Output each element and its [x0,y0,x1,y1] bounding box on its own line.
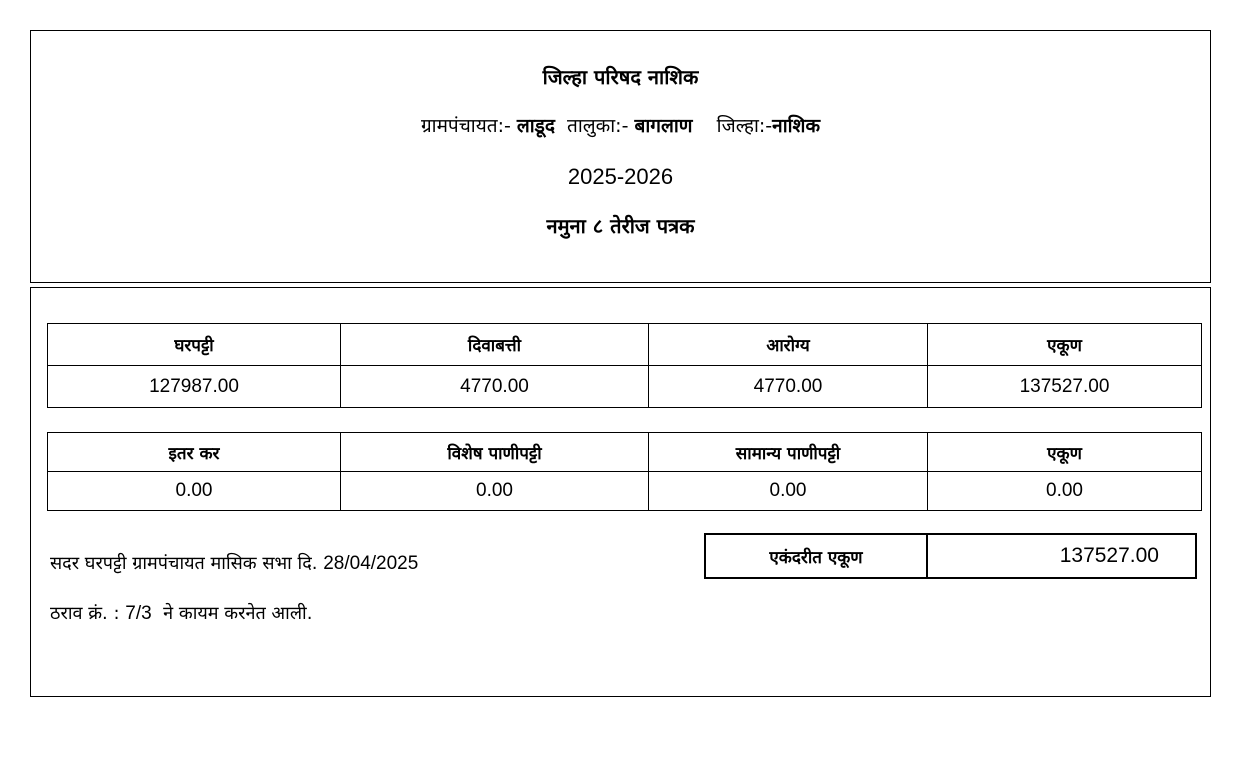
value-cell: 0.00 [48,472,341,511]
other-tax-table [47,432,1202,511]
taluka-value: बागलाण [634,115,693,137]
value-cell: 137527.00 [928,366,1202,408]
table-row [705,534,1196,578]
summary-section [30,287,1211,697]
value-cell: 0.00 [928,472,1202,511]
resolution-number: 7/3 [125,603,152,624]
header-cell: दिवाबत्ती [341,324,649,366]
grand-total-value: 137527.00 [927,534,1196,578]
district-council-title: जिल्हा परिषद नाशिक [542,65,699,89]
location-line [31,117,1210,136]
value-cell: 4770.00 [341,366,649,408]
resolution-note [50,604,312,623]
gram-label: ग्रामपंचायत:- [420,115,511,137]
meeting-note-text: सदर घरपट्टी ग्रामपंचायत मासिक सभा दि. [50,553,318,574]
header-cell: सामान्य पाणीपट्टी [649,433,928,472]
header-cell: एकूण [928,324,1202,366]
district-label: जिल्हा:- [716,115,773,137]
header-cell: इतर कर [48,433,341,472]
taluka-label: तालुका:- [567,115,629,137]
table-header-row [48,433,1202,472]
table-header-row [48,324,1202,366]
tax-summary-table [47,323,1202,408]
meeting-date: 28/04/2025 [323,553,419,574]
financial-year: 2025-2026 [567,164,674,189]
resolution-prefix: ठराव क्रं. : [50,603,120,624]
value-cell: 127987.00 [48,366,341,408]
header-cell: विशेष पाणीपट्टी [341,433,649,472]
value-cell: 0.00 [341,472,649,511]
resolution-suffix: ने कायम करनेत आली. [163,603,313,624]
meeting-note [50,554,418,573]
table-row [48,366,1202,408]
grand-total-label: एकंदरीत एकूण [705,534,927,578]
value-cell: 0.00 [649,472,928,511]
header-cell: एकूण [928,433,1202,472]
form-subtitle: नमुना ८ तेरीज पत्रक [546,214,695,238]
district-value: नाशिक [772,115,821,137]
header-cell: आरोग्य [649,324,928,366]
header-section [30,30,1211,283]
header-cell: घरपट्टी [48,324,341,366]
grand-total-table [704,533,1197,579]
gram-value: लाडूद [516,115,555,137]
value-cell: 4770.00 [649,366,928,408]
table-row [48,472,1202,511]
